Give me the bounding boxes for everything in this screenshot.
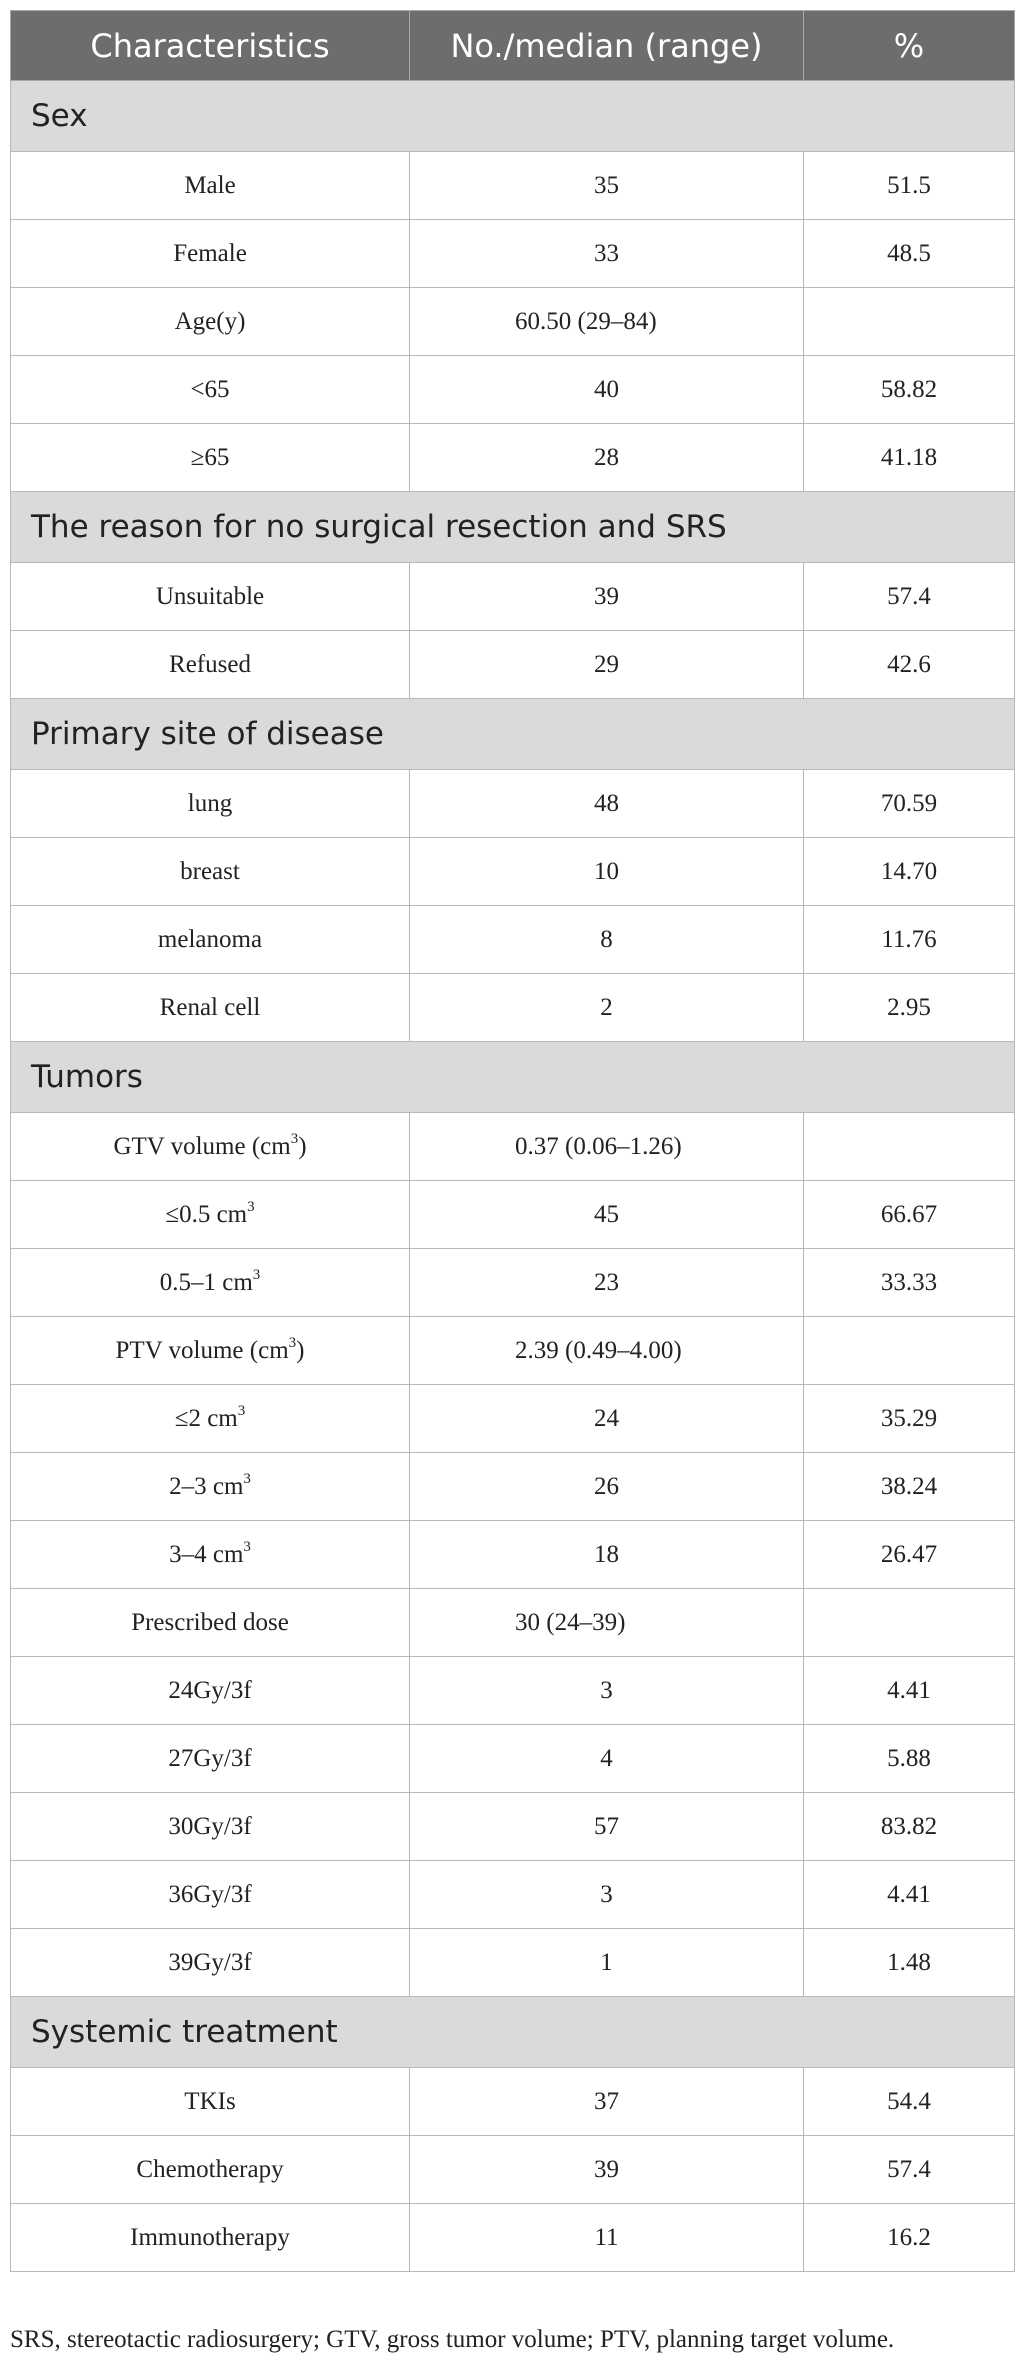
table-footnote: SRS, stereotactic radiosurgery; GTV, gross tumor volume; PTV, planning target volume. [10, 2326, 895, 2353]
characteristic-cell [11, 1385, 410, 1453]
characteristic-label: Renal cell [159, 993, 261, 1021]
characteristic-label: Female [173, 239, 247, 267]
label-suffix: ) [296, 1336, 305, 1364]
table-row [11, 220, 1015, 288]
percent-cell: 48.5 [804, 220, 1015, 288]
percent-cell: 54.4 [804, 2068, 1015, 2136]
table-row [11, 1929, 1015, 1997]
section-row [11, 81, 1015, 152]
value-cell: 33 [410, 220, 804, 288]
characteristic-label: Refused [169, 650, 251, 678]
superscript: 3 [237, 1402, 246, 1419]
characteristic-label: Unsuitable [155, 582, 265, 610]
characteristic-cell [11, 1657, 410, 1725]
characteristic-cell [11, 838, 410, 906]
value-cell: 2.39 (0.49–4.00) [410, 1317, 804, 1385]
value-cell: 40 [410, 356, 804, 424]
header-characteristics: Characteristics [11, 11, 410, 81]
table-row [11, 631, 1015, 699]
characteristic-cell [11, 1861, 410, 1929]
percent-cell: 14.70 [804, 838, 1015, 906]
section-row [11, 1997, 1015, 2068]
characteristic-cell [11, 2204, 410, 2272]
characteristic-label: ≤2 cm [174, 1404, 238, 1432]
table-row [11, 1385, 1015, 1453]
superscript: 3 [247, 1198, 255, 1215]
characteristic-label: 39Gy/3f [168, 1948, 252, 1976]
value-cell: 4 [410, 1725, 804, 1793]
value-cell: 8 [410, 906, 804, 974]
value-cell: 29 [410, 631, 804, 699]
characteristic-cell [11, 1589, 410, 1657]
characteristic-cell [11, 631, 410, 699]
percent-cell: 41.18 [804, 424, 1015, 492]
table-row [11, 1113, 1015, 1181]
characteristic-cell [11, 770, 410, 838]
characteristic-cell [11, 1453, 410, 1521]
value-cell: 35 [410, 152, 804, 220]
value-cell: 2 [410, 974, 804, 1042]
characteristic-label: melanoma [157, 925, 263, 953]
characteristic-label: Male [184, 171, 236, 199]
characteristic-cell [11, 974, 410, 1042]
percent-cell: 42.6 [804, 631, 1015, 699]
table-row [11, 1521, 1015, 1589]
table-row [11, 838, 1015, 906]
section-label: The reason for no surgical resection and SRS [11, 492, 1015, 563]
percent-cell: 57.4 [804, 2136, 1015, 2204]
table-row [11, 424, 1015, 492]
superscript: 3 [252, 1266, 261, 1283]
table-row [11, 906, 1015, 974]
characteristic-label: 2–3 cm [169, 1472, 244, 1500]
characteristic-cell [11, 1929, 410, 1997]
value-cell: 0.37 (0.06–1.26) [410, 1113, 804, 1181]
table-row [11, 1453, 1015, 1521]
percent-cell: 70.59 [804, 770, 1015, 838]
header-row [11, 11, 1015, 81]
value-cell: 26 [410, 1453, 804, 1521]
characteristic-label: lung [187, 789, 233, 817]
table-row [11, 152, 1015, 220]
superscript: 3 [288, 1334, 297, 1351]
value-cell: 37 [410, 2068, 804, 2136]
percent-cell: 57.4 [804, 563, 1015, 631]
section-label: Primary site of disease [11, 699, 1015, 770]
characteristic-label: Immunotherapy [130, 2223, 290, 2251]
percent-cell: 58.82 [804, 356, 1015, 424]
characteristic-label: GTV volume (cm [113, 1132, 291, 1160]
label-suffix: ) [298, 1132, 307, 1160]
section-row [11, 492, 1015, 563]
characteristic-cell [11, 2136, 410, 2204]
table-row [11, 1861, 1015, 1929]
characteristic-label: Chemotherapy [136, 2155, 284, 2183]
value-cell: 10 [410, 838, 804, 906]
section-label: Tumors [11, 1042, 1015, 1113]
table-row [11, 356, 1015, 424]
value-cell: 23 [410, 1249, 804, 1317]
characteristic-label: 36Gy/3f [168, 1880, 252, 1908]
characteristic-label: Prescribed dose [131, 1608, 289, 1636]
section-label: Sex [11, 81, 1015, 152]
value-cell: 28 [410, 424, 804, 492]
table-row [11, 770, 1015, 838]
characteristics-table [10, 10, 1015, 2272]
header-median-range: No./median (range) [410, 11, 804, 81]
value-cell: 39 [410, 563, 804, 631]
percent-cell: 4.41 [804, 1861, 1015, 1929]
table-body [11, 81, 1015, 2272]
characteristic-label: 24Gy/3f [168, 1676, 252, 1704]
table-row [11, 1181, 1015, 1249]
section-row [11, 1042, 1015, 1113]
table-row [11, 1657, 1015, 1725]
characteristic-label: ≥65 [190, 443, 230, 471]
characteristic-label: 30Gy/3f [168, 1812, 252, 1840]
value-cell: 3 [410, 1861, 804, 1929]
characteristic-cell [11, 2068, 410, 2136]
percent-cell [804, 1589, 1015, 1657]
percent-cell: 26.47 [804, 1521, 1015, 1589]
characteristic-cell [11, 424, 410, 492]
value-cell: 1 [410, 1929, 804, 1997]
table-row [11, 1725, 1015, 1793]
characteristic-cell [11, 1521, 410, 1589]
percent-cell: 66.67 [804, 1181, 1015, 1249]
value-cell: 60.50 (29–84) [410, 288, 804, 356]
percent-cell: 51.5 [804, 152, 1015, 220]
characteristic-cell [11, 563, 410, 631]
table-row [11, 2204, 1015, 2272]
characteristic-cell [11, 220, 410, 288]
characteristic-label: ≤0.5 cm [165, 1200, 248, 1228]
table-row [11, 2068, 1015, 2136]
table-row [11, 1317, 1015, 1385]
percent-cell: 33.33 [804, 1249, 1015, 1317]
header-percent: % [804, 11, 1015, 81]
value-cell: 30 (24–39) [410, 1589, 804, 1657]
table-row [11, 288, 1015, 356]
value-cell: 18 [410, 1521, 804, 1589]
table-row [11, 563, 1015, 631]
section-row [11, 699, 1015, 770]
value-cell: 45 [410, 1181, 804, 1249]
table-row [11, 1589, 1015, 1657]
percent-cell: 4.41 [804, 1657, 1015, 1725]
characteristic-label: Age(y) [174, 307, 246, 335]
characteristic-cell [11, 356, 410, 424]
value-cell: 24 [410, 1385, 804, 1453]
percent-cell: 2.95 [804, 974, 1015, 1042]
characteristic-cell [11, 1181, 410, 1249]
characteristic-cell [11, 1317, 410, 1385]
characteristic-label: 0.5–1 cm [159, 1268, 253, 1296]
characteristic-label: <65 [190, 375, 230, 403]
percent-cell: 83.82 [804, 1793, 1015, 1861]
table-row [11, 1249, 1015, 1317]
value-cell: 57 [410, 1793, 804, 1861]
percent-cell: 5.88 [804, 1725, 1015, 1793]
characteristic-label: PTV volume (cm [115, 1336, 289, 1364]
percent-cell: 38.24 [804, 1453, 1015, 1521]
characteristic-cell [11, 906, 410, 974]
superscript: 3 [243, 1538, 251, 1555]
percent-cell [804, 288, 1015, 356]
characteristic-label: 3–4 cm [169, 1540, 244, 1568]
characteristic-cell [11, 152, 410, 220]
characteristic-cell [11, 1249, 410, 1317]
characteristic-label: 27Gy/3f [168, 1744, 252, 1772]
percent-cell [804, 1317, 1015, 1385]
table-row [11, 974, 1015, 1042]
percent-cell: 11.76 [804, 906, 1015, 974]
value-cell: 48 [410, 770, 804, 838]
section-label: Systemic treatment [11, 1997, 1015, 2068]
percent-cell: 35.29 [804, 1385, 1015, 1453]
percent-cell [804, 1113, 1015, 1181]
characteristic-cell [11, 1793, 410, 1861]
characteristic-label: TKIs [184, 2087, 236, 2115]
value-cell: 3 [410, 1657, 804, 1725]
characteristic-cell [11, 288, 410, 356]
superscript: 3 [290, 1130, 299, 1147]
characteristic-cell [11, 1113, 410, 1181]
percent-cell: 1.48 [804, 1929, 1015, 1997]
table-row [11, 1793, 1015, 1861]
characteristic-cell [11, 1725, 410, 1793]
value-cell: 11 [410, 2204, 804, 2272]
superscript: 3 [243, 1470, 251, 1487]
percent-cell: 16.2 [804, 2204, 1015, 2272]
table-row [11, 2136, 1015, 2204]
characteristic-label: breast [180, 857, 240, 885]
value-cell: 39 [410, 2136, 804, 2204]
